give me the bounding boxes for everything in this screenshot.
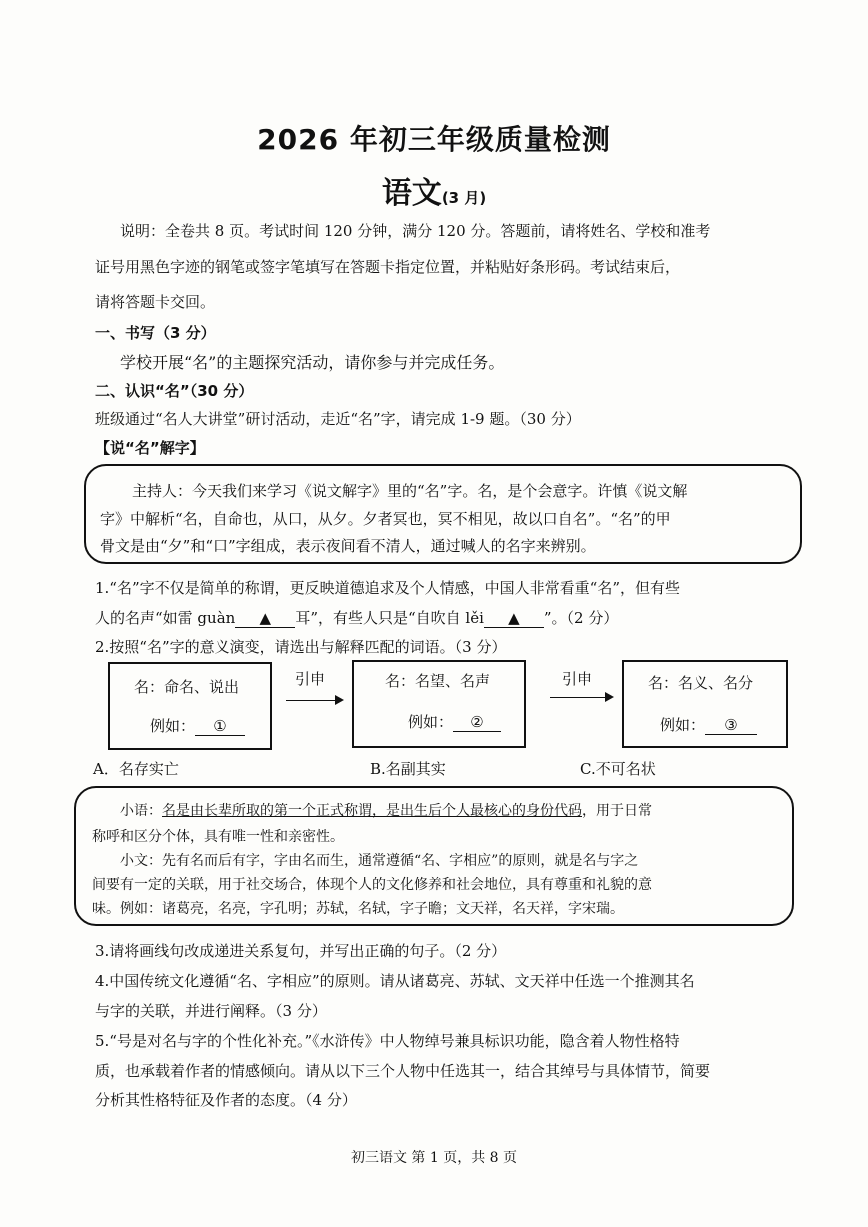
meaning-box-3-example: [660, 714, 757, 735]
meaning-box-3-text: 名：名义、名分: [648, 674, 754, 692]
option-b[interactable]: B.名副其实: [370, 760, 446, 778]
blank-1[interactable]: ①: [195, 717, 245, 736]
section-1-heading: 一、书写（3 分）: [95, 324, 216, 342]
example-label: 例如：: [408, 713, 454, 731]
q2-text: 2.按照“名”字的意义演变，请选出与解释匹配的词语。（3 分）: [95, 638, 507, 656]
meaning-box-1-text: 名：命名、说出: [134, 678, 240, 696]
exam-title: 2026 年初三年级质量检测: [257, 123, 611, 156]
example-label: 例如：: [660, 716, 706, 734]
subject-name: 语文: [381, 176, 442, 211]
q1-part-b: 耳”，有些人只是“自吹自 lěi: [295, 609, 484, 627]
host-line-3: 骨文是由“夕”和“口”字组成，表示夜间看不清人，通过喊人的名字来辨别。: [100, 537, 596, 555]
xiaowen-line-2: 间要有一定的关联，用于社交场合，体现个人的文化修养和社会地位，具有尊重和礼貌的意: [92, 877, 652, 893]
blank-2[interactable]: ②: [453, 713, 501, 732]
q3-text: 3.请将画线句改成递进关系复句，并写出正确的句子。（2 分）: [95, 942, 507, 960]
section-2-intro: 班级通过“名人大讲堂”研讨活动，走近“名”字，请完成 1-9 题。（30 分）: [95, 410, 581, 428]
xiaoyu-line-1: [120, 800, 652, 820]
option-c[interactable]: C.不可名状: [580, 760, 656, 778]
q1-line-1: 1.“名”字不仅是简单的称谓，更反映道德追求及个人情感，中国人非常看重“名”，但有些: [95, 579, 680, 597]
meaning-box-1-example: [150, 715, 245, 736]
arrow-label-2: 引申: [562, 670, 593, 688]
example-label: 例如：: [150, 717, 196, 735]
host-line-1: 主持人：今天我们来学习《说文解字》里的“名”字。名，是个会意字。许慎《说文解: [132, 482, 688, 500]
meaning-box-2-example: [408, 711, 501, 732]
q1-line-2: [95, 607, 618, 628]
meaning-box-2-text: 名：名望、名声: [385, 672, 491, 690]
section-2-heading: 二、认识“名”（30 分）: [95, 382, 254, 400]
xiaoyu-prefix: 小语：: [120, 803, 162, 819]
xiaowen-line-1: 小文：先有名而后有字，字由名而生，通常遵循“名、字相应”的原则，就是名与字之: [120, 853, 639, 869]
arrow-right-icon: [550, 697, 612, 698]
instruction-line-1: 说明：全卷共 8 页。考试时间 120 分钟，满分 120 分。答题前，请将姓名、学校和准考: [120, 222, 711, 240]
q4-line-1: 4.中国传统文化遵循“名、字相应”的原则。请从诸葛亮、苏轼、文天祥中任选一个推测其名: [95, 972, 695, 990]
section-1-task: 学校开展“名”的主题探究活动，请你参与并完成任务。: [120, 353, 505, 372]
arrow-right-icon: [286, 700, 342, 701]
exam-month: (3 月): [441, 189, 487, 207]
q1-part-a: 人的名声“如雷 guàn: [95, 609, 236, 627]
q4-line-2: 与字的关联，并进行阐释。（3 分）: [95, 1002, 327, 1020]
q1-part-c: ”。（2 分）: [543, 609, 619, 627]
section-2-subheading: 【说“名”解字】: [95, 439, 205, 457]
xiaowen-line-3: 味。例如：诸葛亮，名亮，字孔明；苏轼，名轼，字子瞻；文天祥，名天祥，字宋瑞。: [92, 901, 624, 917]
xiaoyu-line-2: 称呼和区分个体，具有唯一性和亲密性。: [92, 829, 344, 845]
host-line-2: 字》中解析“名，自命也，从口，从夕。夕者冥也，冥不相见，故以口自名”。“名”的甲: [100, 510, 671, 528]
q1-blank-a[interactable]: ▲: [235, 609, 295, 628]
q5-line-3: 分析其性格特征及作者的态度。（4 分）: [95, 1091, 357, 1109]
q1-blank-b[interactable]: ▲: [484, 609, 544, 628]
exam-subject: [0, 168, 868, 212]
option-a[interactable]: A．名存实亡: [93, 760, 179, 778]
page-footer: 初三语文 第 1 页，共 8 页: [350, 1150, 518, 1166]
instruction-line-3: 请将答题卡交回。: [95, 293, 216, 311]
q5-line-2: 质，也承载着作者的情感倾向。请从以下三个人物中任选其一，结合其绰号与具体情节，简要: [95, 1062, 711, 1080]
arrow-label-1: 引申: [295, 670, 326, 688]
underlined-sentence: 名是由长辈所取的第一个正式称谓，是出生后个人最核心的身份代码: [162, 803, 582, 819]
xiaoyu-rest: ，用于日常: [582, 803, 652, 819]
blank-3[interactable]: ③: [705, 716, 757, 735]
q5-line-1: 5.“号是对名与字的个性化补充。”《水浒传》中人物绰号兼具标识功能，隐含着人物性格特: [95, 1032, 680, 1050]
instruction-line-2: 证号用黑色字迹的钢笔或签字笔填写在答题卡指定位置，并粘贴好条形码。考试结束后，: [95, 258, 681, 276]
